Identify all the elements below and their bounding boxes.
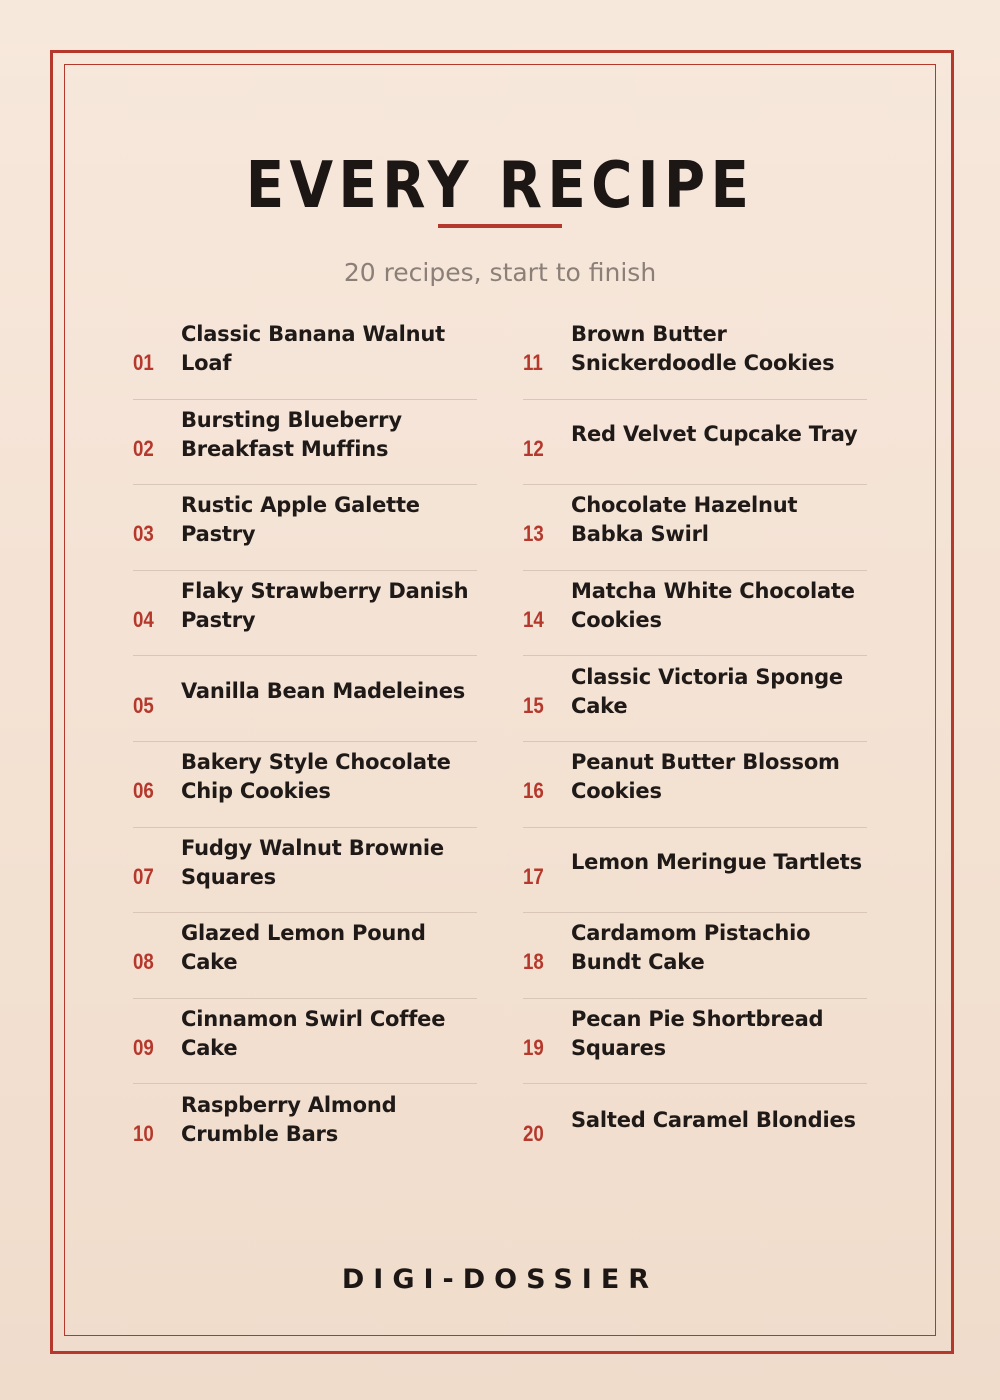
recipe-number: 19: [523, 1035, 544, 1061]
recipe-name: Brown Butter Snickerdoodle Cookies: [571, 322, 835, 376]
recipe-name: Cardamom Pistachio Bundt Cake: [571, 921, 811, 975]
recipe-name: Fudgy Walnut Brownie Squares: [181, 835, 444, 889]
recipe-item: [523, 1084, 867, 1170]
recipe-item: [133, 913, 477, 999]
recipe-name: Chocolate Hazelnut Babka Swirl: [571, 493, 798, 547]
recipe-item: [133, 314, 477, 400]
recipe-name: Red Velvet Cupcake Tray: [571, 422, 858, 447]
recipe-item: [133, 999, 477, 1085]
recipe-number: 20: [523, 1121, 544, 1147]
recipe-item: [523, 999, 867, 1085]
recipe-number: 09: [133, 1035, 154, 1061]
recipe-list-right: [523, 314, 867, 1170]
recipe-number: 18: [523, 949, 544, 975]
recipe-number: 11: [523, 350, 543, 376]
recipe-item: [523, 656, 867, 742]
recipe-name: Raspberry Almond Crumble Bars: [181, 1093, 397, 1147]
recipe-number: 10: [133, 1121, 154, 1147]
recipe-item: [133, 742, 477, 828]
brand-wordmark: DIGI-DOSSIER: [341, 1264, 659, 1295]
recipe-number: 01: [133, 350, 154, 376]
recipe-list-left: [133, 314, 477, 1170]
recipe-item: [523, 485, 867, 571]
recipe-name: Pecan Pie Shortbread Squares: [571, 1007, 824, 1061]
recipe-name: Cinnamon Swirl Coffee Cake: [181, 1007, 446, 1061]
page-subtitle: 20 recipes, start to finish: [343, 258, 657, 287]
recipe-name: Lemon Meringue Tartlets: [571, 850, 862, 875]
recipe-item: [523, 828, 867, 914]
title-underline: [438, 224, 562, 228]
page-title: EVERY RECIPE: [245, 149, 755, 223]
recipe-name: Glazed Lemon Pound Cake: [181, 921, 426, 975]
recipe-name: Rustic Apple Galette Pastry: [181, 493, 420, 547]
recipe-number: 15: [523, 692, 544, 718]
recipe-name: Flaky Strawberry Danish Pastry: [181, 579, 469, 633]
recipe-number: 03: [133, 521, 154, 547]
recipe-item: [523, 571, 867, 657]
recipe-item: [133, 571, 477, 657]
recipe-name: Classic Victoria Sponge Cake: [571, 664, 843, 718]
recipe-item: [133, 400, 477, 486]
recipe-item: [523, 913, 867, 999]
recipe-name: Salted Caramel Blondies: [571, 1107, 856, 1132]
recipe-item: [523, 742, 867, 828]
recipe-name: Vanilla Bean Madeleines: [181, 679, 466, 704]
recipe-number: 07: [133, 863, 154, 889]
recipe-name: Matcha White Chocolate Cookies: [571, 579, 855, 633]
recipe-number: 04: [133, 607, 154, 633]
recipe-number: 17: [523, 863, 544, 889]
recipe-name: Bakery Style Chocolate Chip Cookies: [181, 750, 451, 804]
recipe-name: Bursting Blueberry Breakfast Muffins: [181, 407, 402, 461]
recipe-item: [133, 828, 477, 914]
recipe-item: [133, 485, 477, 571]
recipe-name: Peanut Butter Blossom Cookies: [571, 750, 840, 804]
recipe-number: 06: [133, 778, 154, 804]
recipe-number: 16: [523, 778, 544, 804]
recipe-number: 14: [523, 607, 544, 633]
recipe-item: [523, 400, 867, 486]
recipe-item: [133, 656, 477, 742]
recipe-number: 08: [133, 949, 154, 975]
recipe-number: 12: [523, 435, 544, 461]
recipe-number: 02: [133, 435, 154, 461]
recipe-number: 05: [133, 692, 154, 718]
recipe-item: [523, 314, 867, 400]
recipe-item: [133, 1084, 477, 1170]
recipe-name: Classic Banana Walnut Loaf: [181, 322, 445, 376]
recipe-number: 13: [523, 521, 544, 547]
